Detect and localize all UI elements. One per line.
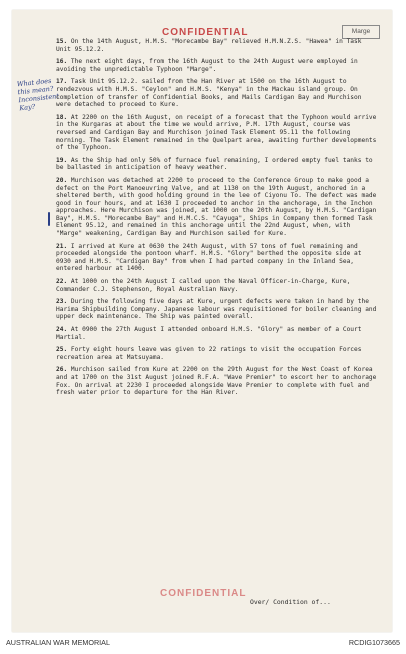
paragraph-number: 24. <box>56 326 68 333</box>
handwritten-margin-note: What does this mean? Inconsistent Kay? <box>16 76 60 113</box>
paragraph-22 <box>56 278 378 293</box>
paragraph-text: Murchison sailed from Kure at 2200 on the 29th August for the West Coast of Korea and at 1700 on the 31st August joined R.F.A. "Wave Premier" to escort her to anchorage Fox. On arrival at 2230 I proceeded alongside Wave Premier to complete with fuel and fresh water prior to departure for the Han River. <box>56 366 377 397</box>
paragraph-20 <box>56 177 378 238</box>
paragraph-number: 21. <box>56 242 68 250</box>
paragraph-19 <box>56 157 378 172</box>
paragraph-text: Task Unit 95.12.2. sailed from the Han River at 1500 on the 16th August to rendezvous with H.M.S. "Ceylon" and H.M.S. "Kenya" in the Mackau island group. On completion of transfer of Confidential Books, and Mails Cardigan Bay and Murchison were detached to proceed to Kure. <box>56 78 362 109</box>
paragraph-number: 19. <box>56 156 68 164</box>
classification-stamp-bottom: CONFIDENTIAL <box>160 588 247 599</box>
paragraph-25 <box>56 346 378 361</box>
file-tag: Marge <box>342 25 380 39</box>
paragraph-text: I arrived at Kure at 0630 the 24th August, with 57 tons of fuel remaining and proceeded alongside the pontoon wharf. H.M.S. "Glory" berthed the opposite side at 0930 and H.M.S. "Cardigan Bay" from when I had parted company in the Inland Sea, entered harbour at 1400. <box>56 242 362 273</box>
paragraph-number: 18. <box>56 113 68 121</box>
paragraph-number: 23. <box>56 298 68 306</box>
paragraph-23 <box>56 298 378 321</box>
paragraph-16 <box>56 58 378 73</box>
paragraph-text: During the following five days at Kure, urgent defects were taken in hand by the Harima Shipbuilding Company. Japanese labour was requisitioned for boiler cleaning and upper deck maintenance. The Ship was painted overall. <box>56 298 377 321</box>
paragraph-15 <box>56 38 378 53</box>
continuation-note: Over/ Condition of... <box>250 598 331 606</box>
paragraph-text: Murchison was detached at 2200 to proceed to the Conference Group to make good a defect on the Port Manoeuvring Valve, and at 1130 on the 19th August, anchored in a sheltered berth, with good holding ground in the lee of Ciyonu To. The defect was made good in four hours, and at 1630 I proceeded to anchor in the anchorage, in the Inchon approaches. Here Murchison was joined, at 1000 on the 20th August, by H.M.S. "Cardigan Bay", H.M.S. "Morecambe Bay" and H.M.C.S. "Cayuga", Ships in Company then formed Task Element 95.12, and remained in this anchorage until the 22nd August, when, with "Marge" weakening, Cardigan Bay and Murchison sailed for Kure. <box>56 176 377 238</box>
paragraph-text: At 2200 on the 16th August, on receipt of a forecast that the Typhoon would arrive in the Kurgaras at about the time we would arrive, P.M. 17th August, course was reversed and Cardigan Bay and Murchison joined Task Element 95.11 the following morning. The Task Element remained in the Quelpart area, awaiting further developments of the Typhoon. <box>56 113 377 152</box>
paragraph-text: At 1000 on the 24th August I called upon the Naval Officer-in-Charge, Kure, Commander C.J. Stephenson, Royal Australian Navy. <box>56 278 351 293</box>
footer <box>0 634 406 654</box>
paragraph-text: As the Ship had only 50% of furnace fuel remaining, I ordered empty fuel tanks to be ballasted in anticipation of heavy weather. <box>56 156 373 172</box>
paragraph-18 <box>56 114 378 152</box>
paragraph-24 <box>56 326 378 341</box>
paragraph-text: On the 14th August, H.M.S. "Morecambe Bay" relieved H.M.N.Z.S. "Hawea" in Task Unit 95.12.2. <box>56 38 362 53</box>
paragraph-number: 15. <box>56 38 68 45</box>
archive-name: AUSTRALIAN WAR MEMORIAL <box>6 638 110 647</box>
record-id: RCDIG1073665 <box>348 638 400 647</box>
paragraph-text: At 0900 the 27th August I attended onboard H.M.S. "Glory" as member of a Court Martial. <box>56 326 362 341</box>
paragraph-number: 20. <box>56 176 68 184</box>
paragraph-21 <box>56 243 378 273</box>
paragraph-number: 17. <box>56 78 68 86</box>
paragraph-number: 16. <box>56 58 68 66</box>
paragraph-17 <box>56 78 378 108</box>
paragraph-number: 22. <box>56 278 68 286</box>
paragraph-number: 25. <box>56 346 68 354</box>
document-body <box>56 38 378 402</box>
classification-stamp-top: CONFIDENTIAL <box>162 27 249 38</box>
paragraph-text: The next eight days, from the 16th August to the 24th August were employed in avoiding the unpredictable Typhoon "Marge". <box>56 58 358 73</box>
paragraph-text: Forty eight hours leave was given to 22 ratings to visit the occupation Forces recreation area at Matsuyama. <box>56 346 362 361</box>
paragraph-26 <box>56 366 378 396</box>
paragraph-number: 26. <box>56 366 68 374</box>
margin-mark <box>48 212 50 226</box>
